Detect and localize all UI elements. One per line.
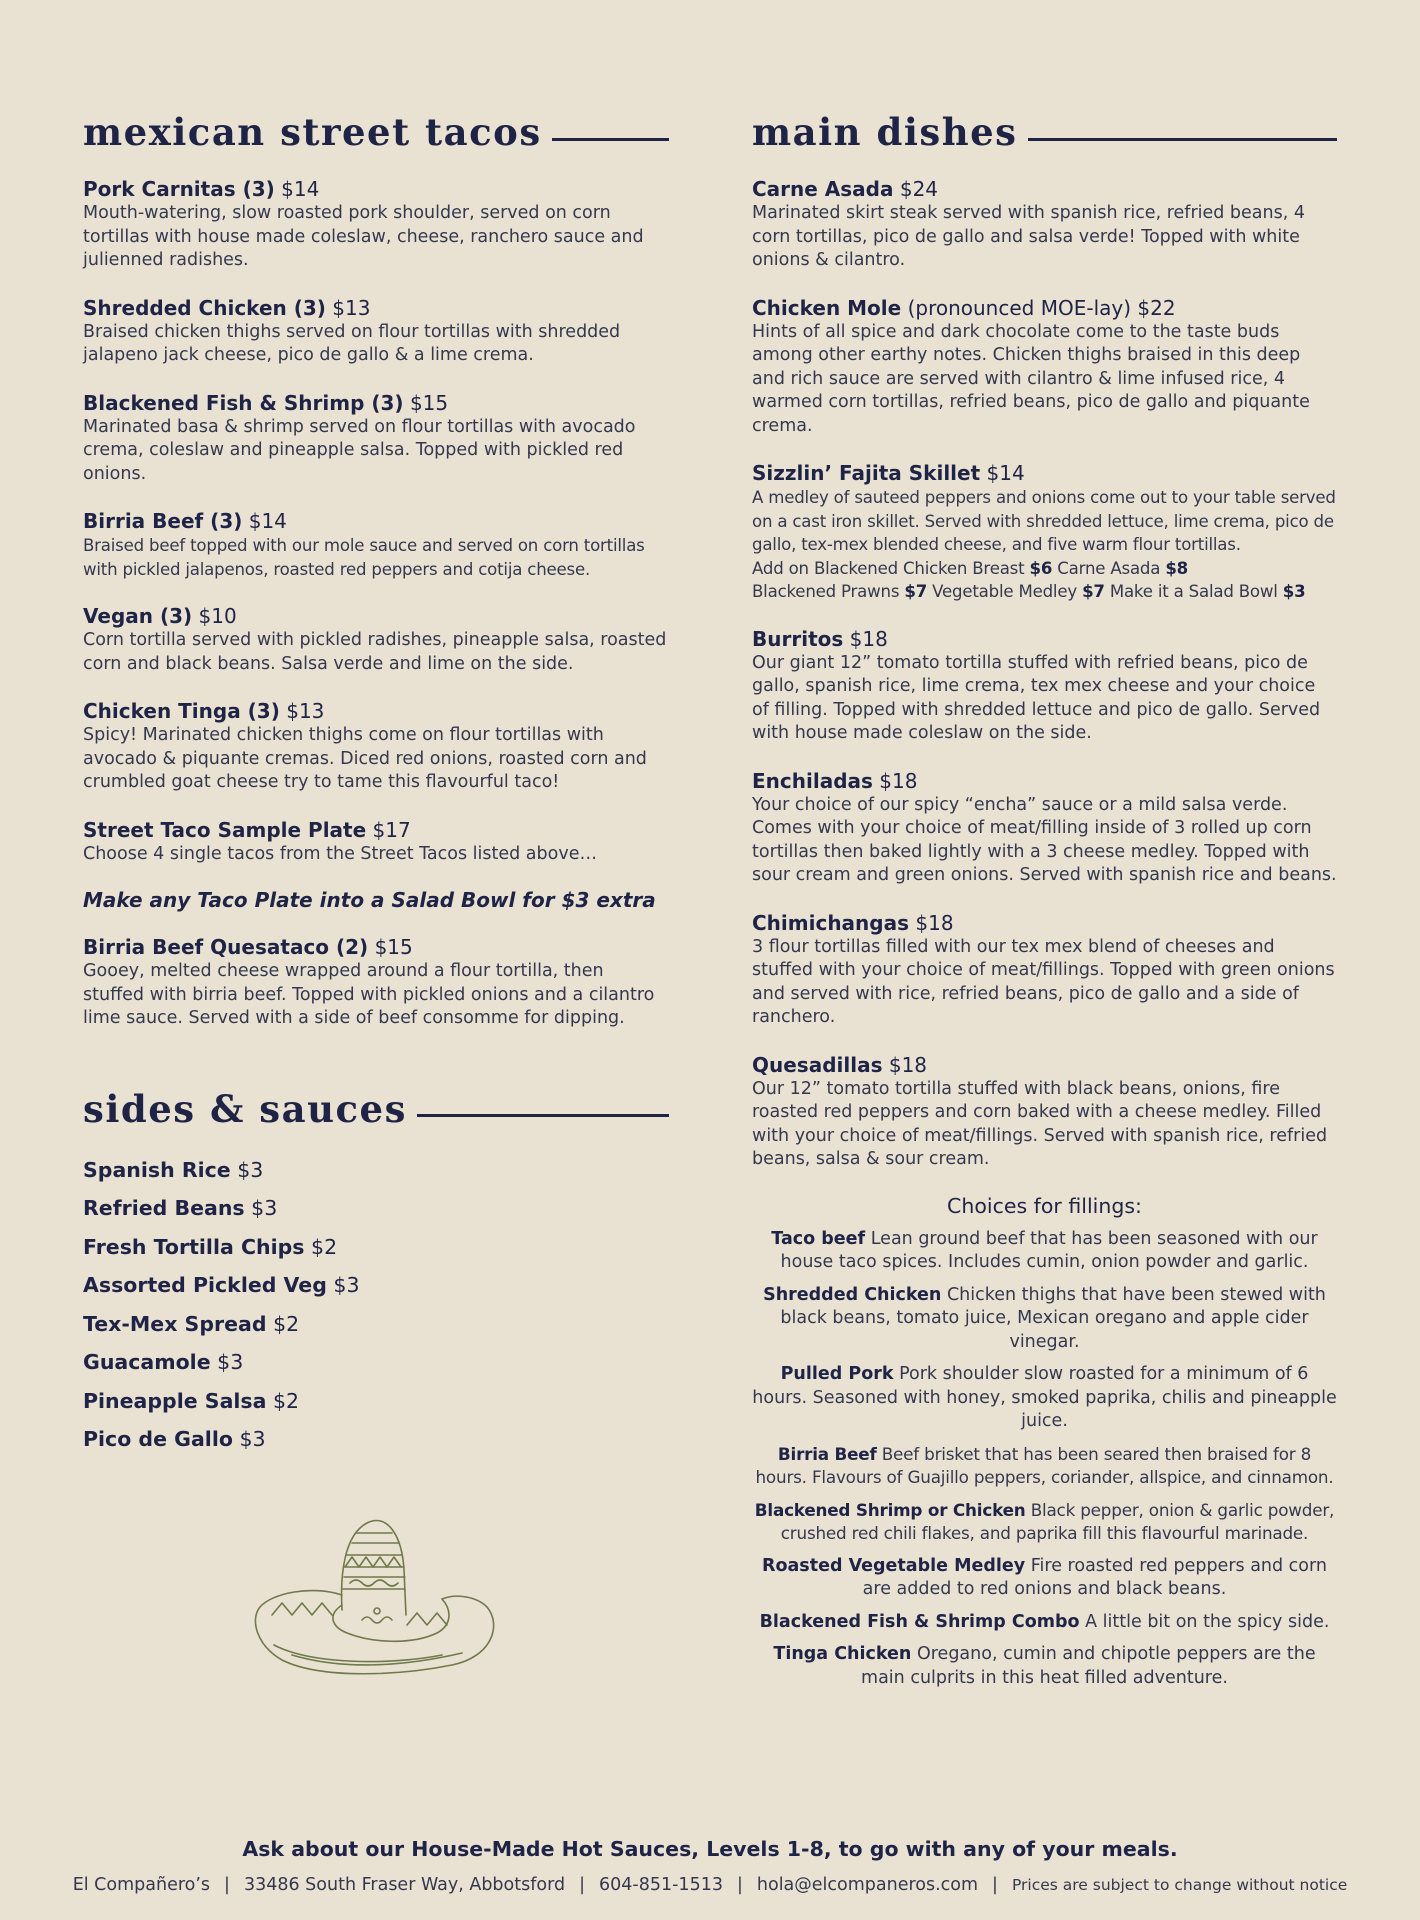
separator: | [579, 1875, 585, 1895]
item-price: $10 [198, 604, 237, 628]
addon-price: $3 [1282, 582, 1306, 601]
addon-label: Blackened Prawns [752, 582, 900, 601]
item-price: $14 [281, 177, 320, 201]
item-name: Sizzlin’ Fajita Skillet [752, 461, 981, 485]
filling-desc: Oregano, cumin and chipotle peppers are the main culprits in this heat filled adventure. [861, 1644, 1316, 1688]
side-price: $2 [273, 1388, 300, 1413]
menu-item-enchiladas [752, 768, 1337, 888]
side-price: $2 [273, 1311, 300, 1336]
email-link[interactable]: hola@elcompaneros.com [756, 1875, 979, 1895]
left-column [83, 110, 669, 1465]
menu-item-carne-asada [752, 176, 1337, 273]
side-price: $3 [237, 1157, 264, 1182]
separator: | [736, 1875, 743, 1895]
sides-heading: sides & sauces [83, 1086, 407, 1131]
item-description: Corn tortilla served with pickled radishes, pineapple salsa, roasted corn and black beans. Salsa verde and lime on the side. [83, 630, 667, 674]
addon-price: $7 [1082, 582, 1105, 601]
side-item [83, 1272, 669, 1298]
side-name: Pico de Gallo [83, 1427, 233, 1451]
side-name: Tex-Mex Spread [83, 1311, 267, 1336]
right-column [752, 110, 1337, 1699]
menu-item-sample-plate [83, 817, 669, 867]
filling-name: Blackened Fish & Shrimp Combo [759, 1611, 1080, 1632]
side-name: Refried Beans [83, 1196, 245, 1220]
filling-desc: Beef brisket that has been seared then braised for 8 hours. Flavours of Guajillo peppers, coriander, allspice, and cinnamon. [755, 1443, 1334, 1487]
menu-item-shredded-chicken [83, 295, 669, 368]
filling-item [752, 1643, 1337, 1690]
side-name: Assorted Pickled Veg [83, 1273, 327, 1297]
item-description: Braised beef topped with our mole sauce and served on corn tortillas with pickled jalapenos, roasted red peppers and cotija cheese. [83, 536, 645, 579]
filling-name: Taco beef [771, 1228, 866, 1249]
filling-name: Roasted Vegetable Medley [762, 1555, 1026, 1576]
item-description: A medley of sauteed peppers and onions come out to your table served on a cast iron skillet. Served with shredded lettuce, lime crema, pico de gallo, tex-mex blended cheese, and five warm flour tortillas. [752, 488, 1336, 554]
item-name: Chicken Tinga (3) [83, 699, 280, 723]
menu-item-burritos [752, 626, 1337, 746]
side-name: Fresh Tortilla Chips [83, 1234, 305, 1259]
item-description: Choose 4 single tacos from the Street Tacos listed above… [83, 843, 597, 864]
side-price: $3 [217, 1350, 244, 1374]
item-description: Spicy! Marinated chicken thighs come on flour tortillas with avocado & piquante cremas. Diced red onions, roasted corn and crumbled goat cheese try to tame this flavourful taco! [83, 725, 647, 792]
tacos-section-header [83, 110, 669, 154]
item-name: Chimichangas [752, 910, 910, 935]
side-price: $3 [251, 1196, 278, 1220]
item-description: Gooey, melted cheese wrapped around a flour tortilla, then stuffed with birria beef. Topped with pickled onions and a cilantro lime sauce. Served with a side of beef consomme for dipping. [83, 961, 655, 1028]
item-description: Marinated skirt steak served with spanish rice, refried beans, 4 corn tortillas, pico de gallo and salsa verde! Topped with white onions & cilantro. [752, 203, 1306, 270]
footer-contact [0, 1875, 1420, 1895]
side-item [83, 1349, 669, 1375]
menu-item-blackened-fish [83, 390, 669, 487]
item-name: Birria Beef Quesataco (2) [83, 935, 369, 959]
menu-item-chicken-mole [752, 295, 1337, 439]
item-price: $15 [409, 390, 449, 415]
filling-desc: Lean ground beef that has been seasoned with our house taco spices. Includes cumin, onion powder and garlic. [780, 1228, 1318, 1272]
menu-item-vegan [83, 603, 669, 676]
addon-label: Vegetable Medley [932, 582, 1077, 601]
item-pronunciation: (pronounced MOE-lay) [907, 295, 1132, 320]
addon-label: Make it a Salad Bowl [1109, 582, 1278, 601]
filling-item [752, 1284, 1337, 1355]
filling-item [752, 1555, 1337, 1602]
item-description: Our 12” tomato tortilla stuffed with black beans, onions, fire roasted red peppers and corn baked with a cheese medley. Filled with your choice of meat/fillings. Served with spanish rice, refried beans, salsa & sour cream. [752, 1078, 1328, 1169]
side-item [83, 1234, 669, 1260]
item-price: $18 [879, 768, 918, 793]
menu-item-quesataco [83, 934, 669, 1031]
restaurant-name: El Compañero’s [72, 1875, 211, 1895]
addon-price: $7 [904, 582, 928, 601]
side-name: Spanish Rice [83, 1157, 231, 1182]
menu-item-quesadillas [752, 1052, 1337, 1172]
filling-item [752, 1228, 1337, 1275]
hot-sauce-headline: Ask about our House-Made Hot Sauces, Levels 1-8, to go with any of your meals. [242, 1837, 1178, 1861]
filling-item [752, 1611, 1337, 1635]
item-description: Mouth-watering, slow roasted pork shoulder, served on corn tortillas with house made coleslaw, cheese, ranchero sauce and julienned radishes. [83, 203, 644, 270]
item-name: Burritos [752, 626, 844, 651]
item-description: Hints of all spice and dark chocolate come to the taste buds among other earthy notes. Chicken thighs braised in this deep and rich sauce are served with cilantro & lime infused rice, 4 warmed corn tortillas, refried beans, pico de gallo and piquante crema. [752, 321, 1310, 436]
side-name: Guacamole [83, 1350, 211, 1374]
filling-name: Tinga Chicken [773, 1644, 912, 1664]
item-name: Carne Asada [752, 177, 894, 201]
item-name: Quesadillas [752, 1052, 883, 1077]
filling-desc: Black pepper, onion & garlic powder, crushed red chili flakes, and paprika fill this flavourful marinade. [780, 1499, 1335, 1543]
filling-name: Pulled Pork [780, 1364, 894, 1384]
filling-name: Birria Beef [777, 1443, 877, 1464]
price-notice: Prices are subject to change without notice [1011, 1876, 1348, 1894]
heading-rule [417, 1114, 669, 1117]
side-price: $2 [311, 1234, 338, 1259]
fillings-section [752, 1194, 1337, 1691]
addon-price: $8 [1165, 558, 1189, 578]
filling-desc: Pork shoulder slow roasted for a minimum of 6 hours. Seasoned with honey, smoked paprika, chilis and pineapple juice. [752, 1364, 1337, 1431]
item-price: $18 [849, 626, 888, 651]
heading-rule [552, 138, 669, 141]
item-name: Chicken Mole [752, 295, 902, 320]
menu-item-chimichangas [752, 910, 1337, 1030]
item-name: Pork Carnitas (3) [83, 177, 275, 201]
filling-desc: Chicken thighs that have been stewed with black beans, tomato juice, Mexican oregano and apple cider vinegar. [780, 1284, 1326, 1352]
item-name: Blackened Fish & Shrimp (3) [83, 390, 404, 415]
sides-section-header [83, 1087, 669, 1131]
side-item [83, 1157, 669, 1183]
filling-name: Blackened Shrimp or Chicken [754, 1499, 1026, 1520]
tacos-heading: mexican street tacos [83, 110, 542, 154]
item-price: $13 [286, 699, 325, 723]
item-price: $13 [332, 295, 371, 320]
filling-item [752, 1499, 1337, 1546]
filling-item [752, 1443, 1337, 1490]
item-price: $14 [986, 461, 1025, 485]
menu-item-birria-beef [83, 508, 669, 581]
addon-label: Carne Asada [1057, 558, 1161, 578]
mains-section-header [752, 110, 1337, 154]
address: 33486 South Fraser Way, Abbotsford [243, 1875, 566, 1895]
item-name: Enchiladas [752, 768, 873, 793]
item-name: Shredded Chicken (3) [83, 295, 326, 320]
item-name: Vegan (3) [83, 604, 193, 628]
separator: | [992, 1875, 998, 1895]
menu-item-chicken-tinga [83, 698, 669, 795]
item-price: $18 [888, 1052, 928, 1077]
item-price: $18 [915, 910, 954, 935]
filling-name: Shredded Chicken [763, 1284, 942, 1305]
item-price: $15 [374, 935, 413, 959]
item-description: Your choice of our spicy “encha” sauce or a mild salsa verde. Comes with your choice of meat/filling inside of 3 rolled up corn tortillas then baked lightly with a 3 cheese medley. Topped with sour cream and green onions. Served with spanish rice and beans. [752, 794, 1337, 885]
fajita-addons [752, 557, 1337, 604]
filling-desc: A little bit on the spicy side. [1085, 1611, 1330, 1632]
side-item [83, 1195, 669, 1221]
item-description: Braised chicken thighs served on flour tortillas with shredded jalapeno jack cheese, pico de gallo & a lime crema. [83, 321, 621, 365]
item-price: $17 [372, 817, 411, 842]
item-description: Our giant 12” tomato tortilla stuffed with refried beans, pico de gallo, spanish rice, lime crema, tex mex cheese and your choice of filling. Topped with shredded lettuce and pico de gallo. Served with house made coleslaw on the side. [752, 652, 1321, 743]
fillings-heading: Choices for fillings: [947, 1193, 1142, 1218]
filling-item [752, 1363, 1337, 1434]
salad-bowl-note: Make any Taco Plate into a Salad Bowl for $3 extra [83, 888, 656, 912]
side-price: $3 [239, 1427, 266, 1451]
sombrero-icon [252, 1515, 502, 1680]
separator: | [224, 1875, 230, 1895]
side-item [83, 1311, 669, 1337]
item-price: $22 [1137, 295, 1176, 320]
item-price: $24 [899, 177, 939, 201]
item-name: Birria Beef (3) [83, 509, 243, 533]
item-price: $14 [248, 509, 287, 533]
menu-item-pork-carnitas [83, 176, 669, 273]
side-item [83, 1388, 669, 1414]
addon-label: Add on Blackened Chicken Breast [752, 558, 1025, 578]
item-name: Street Taco Sample Plate [83, 817, 367, 842]
phone-link[interactable]: 604-851-1513 [599, 1875, 723, 1895]
filling-desc: Fire roasted red peppers and corn are added to red onions and black beans. [862, 1555, 1327, 1599]
side-name: Pineapple Salsa [83, 1388, 267, 1413]
item-description: Marinated basa & shrimp served on flour tortillas with avocado crema, coleslaw and pineapple salsa. Topped with pickled red onions. [83, 416, 636, 484]
addon-price: $6 [1029, 558, 1053, 578]
menu-item-fajita-skillet [752, 460, 1337, 604]
side-price: $3 [333, 1273, 360, 1297]
heading-rule [1028, 138, 1338, 141]
item-description: 3 flour tortillas filled with our tex mex blend of cheeses and stuffed with your choice of meat/fillings. Topped with green onions and served with rice, refried beans, pico de gallo and a side of ranchero. [752, 936, 1335, 1027]
side-item [83, 1426, 669, 1452]
mains-heading: main dishes [752, 110, 1018, 154]
sides-section [83, 1087, 669, 1453]
